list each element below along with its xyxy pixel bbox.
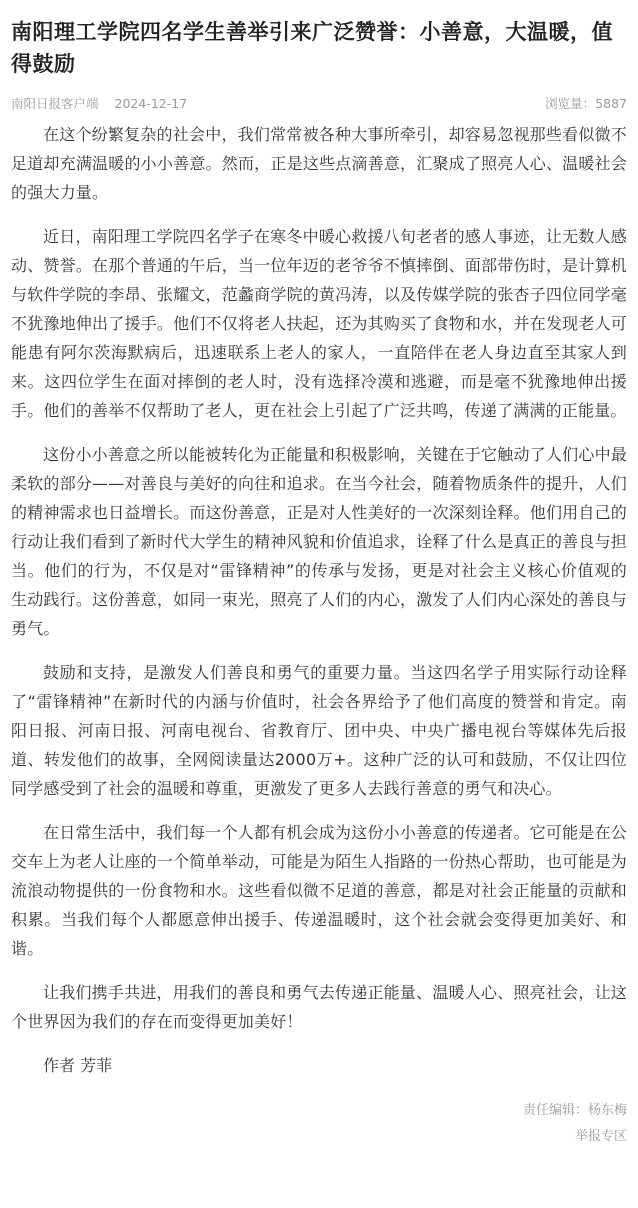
view-count	[545, 94, 627, 112]
article-author: 作者 芳菲	[43, 1056, 113, 1075]
article-source: 南阳日报客户端	[11, 96, 99, 111]
paragraph: 近日，南阳理工学院四名学子在寒冬中暖心救援八旬老者的感人事迹，让无数人感动、赞誉。在那个普通的午后，当一位年迈的老爷爷不慎摔倒、面部带伤时，是计算机与软件学院的李昂、张耀文，范蠡商学院的黄冯涛，以及传媒学院的张杏子四位同学毫不犹豫地伸出了援手。他们不仅将老人扶起，还为其购买了食物和水，并在发现老人可能患有阿尔茨海默病后，迅速联系上老人的家人，一直陪伴在老人身边直至其家人到来。这四位学生在面对摔倒的老人时，没有选择冷漠和逃避，而是毫不犹豫地伸出援手。他们的善举不仅帮助了老人，更在社会上引起了广泛共鸣，传递了满满的正能量。	[11, 227, 627, 420]
views-label: 浏览量：	[545, 96, 596, 111]
paragraph: 在日常生活中，我们每一个人都有机会成为这份小小善意的传递者。它可能是在公交车上为老人让座的一个简单举动，可能是为陌生人指路的一份热心帮助，也可能是为流浪动物提供的一份食物和水。这些看似微不足道的善意，都是对社会正能量的贡献和积累。当我们每个人都愿意伸出援手、传递温暖时，这个社会就会变得更加美好、和谐。	[11, 823, 627, 958]
views-value: 5887	[595, 96, 627, 111]
paragraph: 鼓励和支持，是激发人们善良和勇气的重要力量。当这四名学子用实际行动诠释了“雷锋精神”在新时代的内涵与价值时，社会各界给予了他们高度的赞誉和肯定。南阳日报、河南日报、河南电视台、省教育厅、团中央、中央广播电视台等媒体先后报道、转发他们的故事，全网阅读量达2000万+。这种广泛的认可和鼓励，不仅让四位同学感受到了社会的温暖和尊重，更激发了更多人去践行善意的勇气和决心。	[11, 663, 627, 798]
article-meta	[11, 94, 627, 112]
meta-left	[11, 94, 187, 112]
article-body	[11, 120, 627, 1080]
responsible-editor: 责任编辑：杨东梅	[522, 1103, 627, 1118]
report-link[interactable]: 举报专区	[574, 1129, 627, 1144]
paragraph: 这份小小善意之所以能被转化为正能量和积极影响，关键在于它触动了人们心中最柔软的部分——对善良与美好的向往和追求。在当今社会，随着物质条件的提升，人们的精神需求也日益增长。而这份善意，正是对人性美好的一次深刻诠释。他们用自己的行动让我们看到了新时代大学生的精神风貌和价值追求，诠释了什么是真正的善良与担当。他们的行为，不仅是对“雷锋精神”的传承与发扬，更是对社会主义核心价值观的生动践行。这份善意，如同一束光，照亮了人们的内心，激发了人们内心深处的善良与勇气。	[11, 445, 627, 638]
article-date: 2024-12-17	[114, 96, 188, 111]
paragraph: 在这个纷繁复杂的社会中，我们常常被各种大事所牵引，却容易忽视那些看似微不足道却充满温暖的小小善意。然而，正是这些点滴善意，汇聚成了照亮人心、温暖社会的强大力量。	[11, 125, 627, 202]
article-title: 南阳理工学院四名学生善举引来广泛赞誉：小善意，大温暖，值得鼓励	[11, 20, 613, 76]
paragraph: 让我们携手共进，用我们的善良和勇气去传递正能量、温暖人心、照亮社会，让这个世界因为我们的存在而变得更加美好！	[11, 983, 627, 1031]
article-footer	[11, 1098, 627, 1150]
